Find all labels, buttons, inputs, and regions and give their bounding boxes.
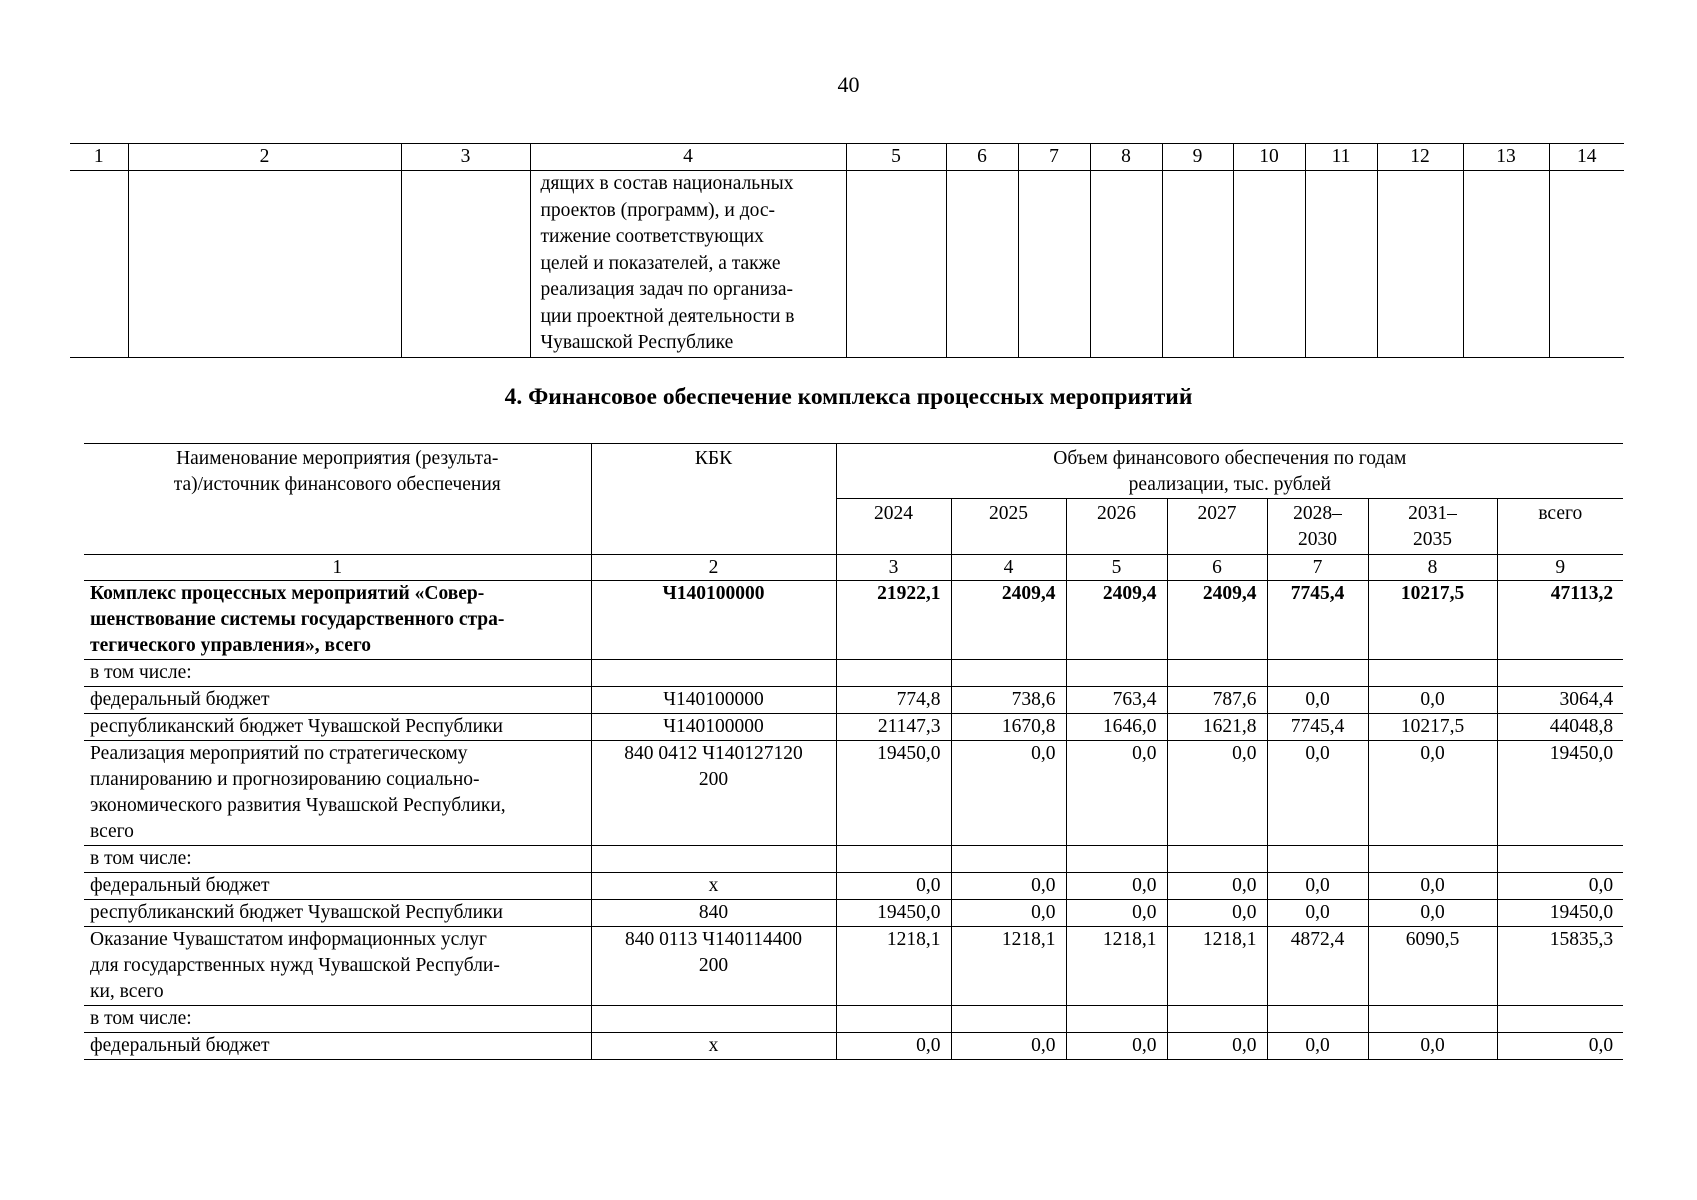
table-cell xyxy=(1549,171,1624,358)
table-row xyxy=(84,1006,1623,1033)
row-name: в том числе: xyxy=(84,846,591,873)
row-value: 0,0 xyxy=(1267,900,1368,927)
column-header: 14 xyxy=(1549,144,1624,171)
page-number: 40 xyxy=(837,72,860,97)
row-value: 0,0 xyxy=(1167,1033,1267,1060)
row-value: 0,0 xyxy=(1497,873,1623,900)
row-value: 1218,1 xyxy=(951,927,1066,1006)
column-number: 4 xyxy=(951,555,1066,581)
column-header: 1 xyxy=(70,144,128,171)
table-cell xyxy=(128,171,401,358)
row-value: 1218,1 xyxy=(1167,927,1267,1006)
row-value: 0,0 xyxy=(951,900,1066,927)
table-cell xyxy=(1162,171,1233,358)
column-number: 2 xyxy=(591,555,836,581)
finance-table xyxy=(84,443,1623,1060)
row-value xyxy=(951,660,1066,687)
row-value: 0,0 xyxy=(836,873,951,900)
header-year: 2028– 2030 xyxy=(1267,499,1368,555)
finance-table-body xyxy=(84,581,1623,1060)
row-value: 0,0 xyxy=(1368,873,1497,900)
column-header: 4 xyxy=(530,144,846,171)
row-kbk: Ч140100000 xyxy=(591,581,836,660)
row-value xyxy=(1066,1006,1167,1033)
table-cell xyxy=(846,171,946,358)
continuation-table xyxy=(70,143,1624,358)
table-row xyxy=(84,873,1623,900)
row-kbk: Ч140100000 xyxy=(591,687,836,714)
row-value: 7745,4 xyxy=(1267,581,1368,660)
column-number: 8 xyxy=(1368,555,1497,581)
header-year: 2024 xyxy=(836,499,951,555)
row-value: 0,0 xyxy=(1267,741,1368,846)
column-header: 2 xyxy=(128,144,401,171)
row-name: республиканский бюджет Чувашской Республики xyxy=(84,714,591,741)
row-kbk xyxy=(591,1006,836,1033)
row-value xyxy=(1267,846,1368,873)
table-row xyxy=(84,900,1623,927)
row-kbk: Ч140100000 xyxy=(591,714,836,741)
row-kbk: 840 xyxy=(591,900,836,927)
row-value: 0,0 xyxy=(1066,873,1167,900)
row-value: 10217,5 xyxy=(1368,581,1497,660)
header-year: 2027 xyxy=(1167,499,1267,555)
continuation-body-row xyxy=(70,171,1624,358)
column-header: 7 xyxy=(1018,144,1090,171)
row-name: федеральный бюджет xyxy=(84,873,591,900)
header-year: 2031– 2035 xyxy=(1368,499,1497,555)
row-value: 10217,5 xyxy=(1368,714,1497,741)
table-cell xyxy=(1233,171,1305,358)
table-row xyxy=(84,1033,1623,1060)
row-value: 1646,0 xyxy=(1066,714,1167,741)
row-kbk: 840 0412 Ч140127120 200 xyxy=(591,741,836,846)
column-header: 8 xyxy=(1090,144,1162,171)
row-value: 738,6 xyxy=(951,687,1066,714)
row-value: 0,0 xyxy=(951,741,1066,846)
row-value: 0,0 xyxy=(951,1033,1066,1060)
row-value xyxy=(836,660,951,687)
row-value xyxy=(1368,660,1497,687)
row-value: 0,0 xyxy=(1066,900,1167,927)
row-value: 19450,0 xyxy=(1497,741,1623,846)
row-name: федеральный бюджет xyxy=(84,687,591,714)
row-value: 763,4 xyxy=(1066,687,1167,714)
table-cell xyxy=(70,171,128,358)
row-value xyxy=(1167,846,1267,873)
row-value: 774,8 xyxy=(836,687,951,714)
row-value xyxy=(1368,1006,1497,1033)
header-kbk: КБК xyxy=(591,444,836,555)
row-value: 44048,8 xyxy=(1497,714,1623,741)
row-name: Реализация мероприятий по стратегическому планированию и прогнозированию социально- экономического развития Чувашской Республики, всего xyxy=(84,741,591,846)
column-number: 1 xyxy=(84,555,591,581)
row-value: 1218,1 xyxy=(836,927,951,1006)
column-number: 3 xyxy=(836,555,951,581)
table-cell xyxy=(401,171,530,358)
section-title: 4. Финансовое обеспечение комплекса процессных мероприятий xyxy=(504,384,1193,410)
row-value: 4872,4 xyxy=(1267,927,1368,1006)
row-value: 1670,8 xyxy=(951,714,1066,741)
finance-table-header xyxy=(84,444,1623,581)
row-kbk: х xyxy=(591,1033,836,1060)
row-value: 0,0 xyxy=(1267,1033,1368,1060)
column-number: 9 xyxy=(1497,555,1623,581)
row-value xyxy=(1497,846,1623,873)
column-number: 5 xyxy=(1066,555,1167,581)
row-value xyxy=(1066,660,1167,687)
column-header: 10 xyxy=(1233,144,1305,171)
row-name: в том числе: xyxy=(84,660,591,687)
row-value: 0,0 xyxy=(951,873,1066,900)
header-name: Наименование мероприятия (результа- та)/источник финансового обеспечения xyxy=(84,444,591,555)
row-value: 21147,3 xyxy=(836,714,951,741)
table-row xyxy=(84,714,1623,741)
table-row xyxy=(84,927,1623,1006)
row-value xyxy=(951,1006,1066,1033)
row-value: 2409,4 xyxy=(1167,581,1267,660)
row-name: Оказание Чувашстатом информационных услуг для государственных нужд Чувашской Республи- ки, всего xyxy=(84,927,591,1006)
row-value xyxy=(1066,846,1167,873)
row-value: 15835,3 xyxy=(1497,927,1623,1006)
table-cell xyxy=(1463,171,1549,358)
table-cell xyxy=(1090,171,1162,358)
row-kbk: 840 0113 Ч140114400 200 xyxy=(591,927,836,1006)
table-row xyxy=(84,660,1623,687)
table-cell xyxy=(1377,171,1463,358)
row-value: 0,0 xyxy=(1167,900,1267,927)
table-row xyxy=(84,741,1623,846)
row-name: федеральный бюджет xyxy=(84,1033,591,1060)
row-value: 787,6 xyxy=(1167,687,1267,714)
row-value: 1621,8 xyxy=(1167,714,1267,741)
column-header: 3 xyxy=(401,144,530,171)
row-value xyxy=(836,846,951,873)
row-value: 0,0 xyxy=(1368,687,1497,714)
header-volume: Объем финансового обеспечения по годам реализации, тыс. рублей xyxy=(836,444,1623,499)
header-year: 2025 xyxy=(951,499,1066,555)
row-value: 19450,0 xyxy=(836,900,951,927)
row-value: 0,0 xyxy=(1066,1033,1167,1060)
column-header: 13 xyxy=(1463,144,1549,171)
row-kbk: х xyxy=(591,873,836,900)
row-value: 0,0 xyxy=(1066,741,1167,846)
column-number: 6 xyxy=(1167,555,1267,581)
row-name: в том числе: xyxy=(84,1006,591,1033)
row-kbk xyxy=(591,660,836,687)
row-value: 0,0 xyxy=(1368,1033,1497,1060)
row-value: 0,0 xyxy=(1368,900,1497,927)
column-header: 12 xyxy=(1377,144,1463,171)
row-value xyxy=(1167,660,1267,687)
row-value: 2409,4 xyxy=(1066,581,1167,660)
row-value: 0,0 xyxy=(1267,873,1368,900)
row-value: 47113,2 xyxy=(1497,581,1623,660)
table-cell xyxy=(1305,171,1377,358)
row-value: 1218,1 xyxy=(1066,927,1167,1006)
row-value: 19450,0 xyxy=(836,741,951,846)
row-value xyxy=(1267,660,1368,687)
column-header: 5 xyxy=(846,144,946,171)
column-header: 6 xyxy=(946,144,1018,171)
table-row xyxy=(84,687,1623,714)
row-value xyxy=(1167,1006,1267,1033)
table-cell xyxy=(946,171,1018,358)
continuation-text-cell xyxy=(530,171,846,358)
row-kbk xyxy=(591,846,836,873)
row-value: 19450,0 xyxy=(1497,900,1623,927)
row-value xyxy=(1497,1006,1623,1033)
row-value: 6090,5 xyxy=(1368,927,1497,1006)
row-value xyxy=(1497,660,1623,687)
row-value: 0,0 xyxy=(836,1033,951,1060)
table-cell xyxy=(1018,171,1090,358)
row-value: 2409,4 xyxy=(951,581,1066,660)
row-value: 7745,4 xyxy=(1267,714,1368,741)
continuation-header-row xyxy=(70,144,1624,171)
continuation-text: дящих в состав национальных проектов (программ), и дос- тижение соответствующих целей и показателей, а также реализация задач по организа- ции проектной деятельности в Чувашской Республике xyxy=(540,173,795,353)
row-value xyxy=(951,846,1066,873)
table-row xyxy=(84,846,1623,873)
row-value: 21922,1 xyxy=(836,581,951,660)
row-value: 3064,4 xyxy=(1497,687,1623,714)
column-header: 11 xyxy=(1305,144,1377,171)
column-numbers-row xyxy=(84,555,1623,581)
row-value: 0,0 xyxy=(1267,687,1368,714)
row-name: Комплекс процессных мероприятий «Совер- шенствование системы государственного стра- тегического управления», всего xyxy=(84,581,591,660)
header-year: 2026 xyxy=(1066,499,1167,555)
row-value: 0,0 xyxy=(1167,873,1267,900)
table-row xyxy=(84,581,1623,660)
row-value: 0,0 xyxy=(1497,1033,1623,1060)
row-value: 0,0 xyxy=(1167,741,1267,846)
row-value xyxy=(836,1006,951,1033)
row-value xyxy=(1267,1006,1368,1033)
header-year: всего xyxy=(1497,499,1623,555)
row-value xyxy=(1368,846,1497,873)
column-number: 7 xyxy=(1267,555,1368,581)
row-value: 0,0 xyxy=(1368,741,1497,846)
column-header: 9 xyxy=(1162,144,1233,171)
row-name: республиканский бюджет Чувашской Республики xyxy=(84,900,591,927)
